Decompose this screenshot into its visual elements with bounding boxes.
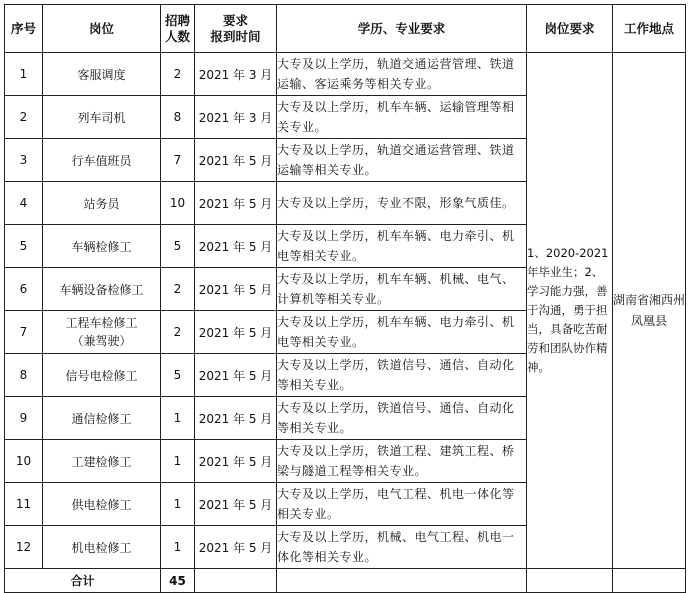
cell-date: 2021 年 3 月: [195, 53, 277, 96]
cell-date: 2021 年 5 月: [195, 139, 277, 182]
cell-count: 8: [161, 96, 195, 139]
cell-seq: 10: [5, 440, 43, 483]
cell-position: [43, 311, 161, 354]
cell-count: 7: [161, 139, 195, 182]
total-empty-cell: [277, 569, 527, 593]
cell-education: 大专及以上学历，铁道信号、通信、自动化等相关专业。: [277, 354, 527, 397]
total-empty-cell: [527, 569, 613, 593]
cell-seq: 6: [5, 268, 43, 311]
cell-date: 2021 年 5 月: [195, 440, 277, 483]
cell-date: 2021 年 5 月: [195, 483, 277, 526]
cell-date: 2021 年 5 月: [195, 354, 277, 397]
header-position: 岗位: [43, 5, 161, 53]
cell-education: 大专及以上学历，铁道信号、通信、自动化等相关专业。: [277, 397, 527, 440]
cell-post-requirement: 1、2020-2021年毕业生；2、学习能力强，善于沟通，勇于担当，具备吃苦耐劳和团队协作精神。: [527, 53, 613, 569]
total-count: 45: [161, 569, 195, 593]
cell-position: 列车司机: [43, 96, 161, 139]
cell-count: 2: [161, 268, 195, 311]
cell-count: 1: [161, 440, 195, 483]
cell-education: 大专及以上学历，轨道交通运营管理、铁道运输、客运乘务等相关专业。: [277, 53, 527, 96]
cell-date: 2021 年 3 月: [195, 96, 277, 139]
total-row: [5, 569, 686, 593]
cell-position: 车辆检修工: [43, 225, 161, 268]
cell-date: 2021 年 5 月: [195, 311, 277, 354]
total-empty-cell: [613, 569, 686, 593]
cell-education: 大专及以上学历，铁道工程、建筑工程、桥梁与隧道工程等相关专业。: [277, 440, 527, 483]
header-row: [5, 5, 686, 53]
cell-position-line1: 工程车检修工: [65, 316, 138, 330]
cell-position: 机电检修工: [43, 526, 161, 569]
header-location: 工作地点: [613, 5, 686, 53]
cell-seq: 1: [5, 53, 43, 96]
cell-date: 2021 年 5 月: [195, 397, 277, 440]
cell-date: 2021 年 5 月: [195, 182, 277, 225]
table-row: [5, 53, 686, 96]
cell-seq: 5: [5, 225, 43, 268]
total-label: 合计: [5, 569, 161, 593]
cell-location: 湖南省湘西州凤凰县: [613, 53, 686, 569]
header-education: 学历、专业要求: [277, 5, 527, 53]
cell-education: 大专及以上学历，电气工程、机电一体化等相关专业。: [277, 483, 527, 526]
cell-date: 2021 年 5 月: [195, 268, 277, 311]
cell-position-line2: （兼驾驶）: [71, 334, 132, 348]
cell-count: 10: [161, 182, 195, 225]
cell-count: 1: [161, 483, 195, 526]
cell-count: 1: [161, 397, 195, 440]
cell-count: 2: [161, 311, 195, 354]
header-date-line2: 报到时间: [210, 28, 261, 44]
cell-education: 大专及以上学历，机车车辆、电力牵引、机电等相关专业。: [277, 225, 527, 268]
cell-education: 大专及以上学历，机械、电气工程、机电一体化等相关专业。: [277, 526, 527, 569]
header-count: [161, 5, 195, 53]
total-empty-cell: [195, 569, 277, 593]
cell-seq: 7: [5, 311, 43, 354]
cell-position: 供电检修工: [43, 483, 161, 526]
cell-position: 信号电检修工: [43, 354, 161, 397]
cell-date: 2021 年 5 月: [195, 225, 277, 268]
header-date: [195, 5, 277, 53]
cell-education: 大专及以上学历，专业不限，形象气质佳。: [277, 182, 527, 225]
header-date-line1: 要求: [222, 12, 248, 28]
cell-position: 通信检修工: [43, 397, 161, 440]
cell-education: 大专及以上学历，机车车辆、运输管理等相关专业。: [277, 96, 527, 139]
cell-seq: 2: [5, 96, 43, 139]
cell-seq: 3: [5, 139, 43, 182]
cell-education: 大专及以上学历，轨道交通运营管理、铁道运输等相关专业。: [277, 139, 527, 182]
header-count-line2: 人数: [164, 28, 190, 44]
cell-count: 5: [161, 225, 195, 268]
cell-position: 站务员: [43, 182, 161, 225]
cell-seq: 9: [5, 397, 43, 440]
header-count-line1: 招聘: [164, 12, 190, 28]
cell-seq: 11: [5, 483, 43, 526]
cell-position: 车辆设备检修工: [43, 268, 161, 311]
cell-education: 大专及以上学历，机车车辆、机械、电气、计算机等相关专业。: [277, 268, 527, 311]
cell-education: 大专及以上学历，机车车辆、电力牵引、机电等相关专业。: [277, 311, 527, 354]
cell-seq: 8: [5, 354, 43, 397]
cell-position: 客服调度: [43, 53, 161, 96]
cell-count: 5: [161, 354, 195, 397]
cell-position: 工建检修工: [43, 440, 161, 483]
cell-seq: 4: [5, 182, 43, 225]
cell-date: 2021 年 5 月: [195, 526, 277, 569]
cell-position: 行车值班员: [43, 139, 161, 182]
cell-count: 2: [161, 53, 195, 96]
cell-count: 1: [161, 526, 195, 569]
cell-seq: 12: [5, 526, 43, 569]
header-seq: 序号: [5, 5, 43, 53]
header-post-requirement: 岗位要求: [527, 5, 613, 53]
recruitment-table: [4, 4, 686, 593]
